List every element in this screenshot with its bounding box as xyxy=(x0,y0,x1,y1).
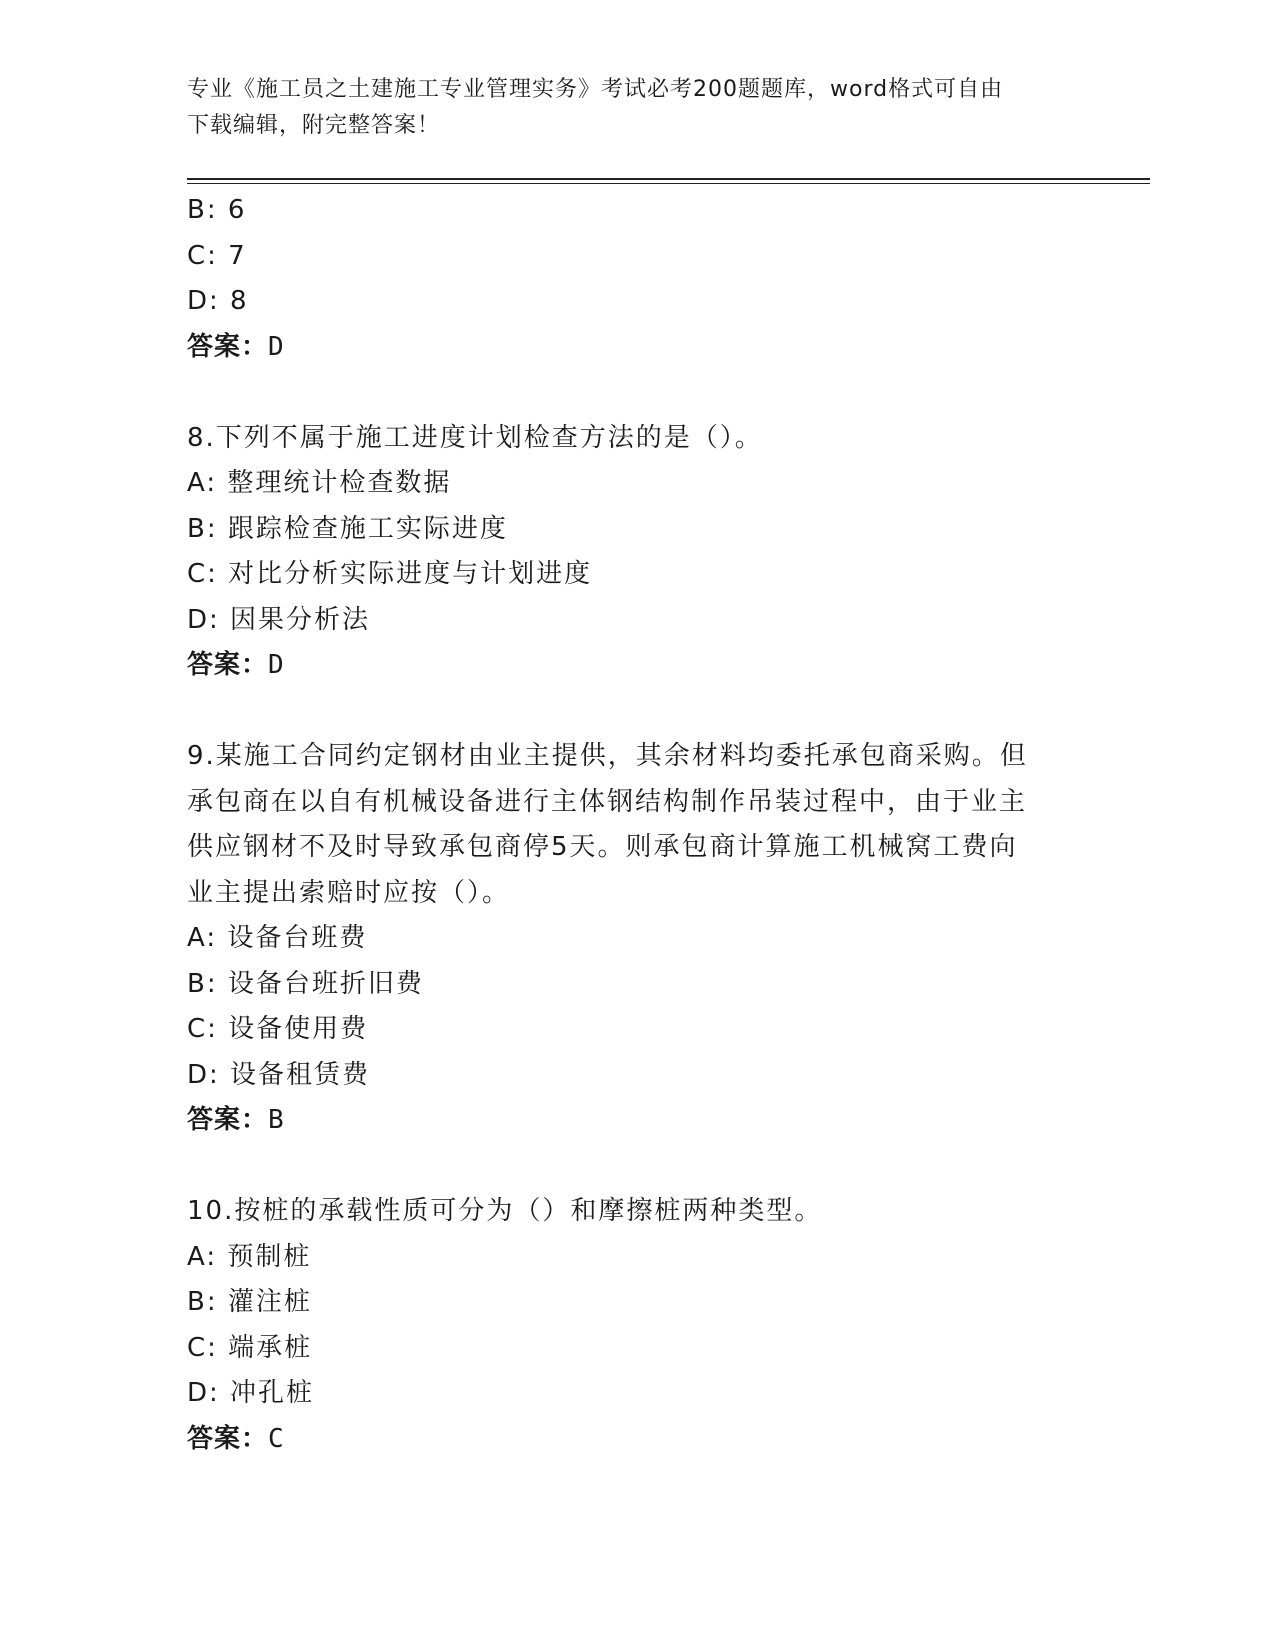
answer-label: 答案： xyxy=(187,1105,269,1135)
option-a: A: 预制桩 xyxy=(187,1241,312,1272)
option-b: B: 灌注桩 xyxy=(187,1287,312,1317)
header-divider-thin xyxy=(187,183,1150,184)
question-gap xyxy=(187,370,1067,416)
option-c: C: 对比分析实际进度与计划进度 xyxy=(187,559,593,589)
answer-label: 答案： xyxy=(187,650,269,680)
question-8 xyxy=(187,416,1067,689)
question-gap xyxy=(187,1144,1067,1190)
question-stem: 10.按桩的承载性质可分为（）和摩擦桩两种类型。 xyxy=(187,1196,823,1226)
question-stem-line-2: 承包商在以自有机械设备进行主体钢结构制作吊装过程中，由于业主 xyxy=(187,786,1028,817)
answer-value: D xyxy=(268,650,285,680)
answer-line xyxy=(187,325,1067,371)
question-stem-line-1: 9.某施工合同约定钢材由业主提供，其余材料均委托承包商采购。但 xyxy=(187,741,1028,771)
document-header xyxy=(187,72,1067,144)
question-stem: 8.下列不属于施工进度计划检查方法的是（）。 xyxy=(187,422,763,453)
question-stem-line-4: 业主提出索赔时应按（）。 xyxy=(187,877,511,908)
answer-line xyxy=(187,1098,1067,1144)
option-b: B: 6 xyxy=(187,195,247,225)
answer-label: 答案： xyxy=(187,331,269,362)
option-d: D: 因果分析法 xyxy=(187,604,371,635)
answer-value: B xyxy=(268,1105,285,1135)
answer-value: D xyxy=(268,331,285,362)
answer-value: C xyxy=(268,1423,285,1454)
option-c: C: 设备使用费 xyxy=(187,1014,369,1044)
question-gap xyxy=(187,689,1067,735)
option-b: B: 跟踪检查施工实际进度 xyxy=(187,513,508,544)
option-c: C: 7 xyxy=(187,240,247,271)
question-10 xyxy=(187,1189,1067,1462)
answer-line xyxy=(187,643,1067,689)
question-stem-line-3: 供应钢材不及时导致承包商停5天。则承包商计算施工机械窝工费向 xyxy=(187,832,1018,862)
option-c: C: 端承桩 xyxy=(187,1332,313,1363)
header-divider-thick xyxy=(187,178,1150,180)
question-list xyxy=(187,188,1067,1462)
question-7-partial xyxy=(187,188,1067,370)
option-d: D: 设备租赁费 xyxy=(187,1059,371,1090)
option-d: D: 8 xyxy=(187,286,249,316)
option-a: A: 设备台班费 xyxy=(187,923,368,953)
option-d: D: 冲孔桩 xyxy=(187,1378,315,1408)
answer-line xyxy=(187,1417,1067,1463)
answer-label: 答案： xyxy=(187,1423,269,1454)
option-b: B: 设备台班折旧费 xyxy=(187,968,424,999)
header-line-1: 专业《施工员之土建施工专业管理实务》考试必考200题题库，word格式可自由 xyxy=(187,77,1004,102)
option-a: A: 整理统计检查数据 xyxy=(187,468,452,498)
header-line-2: 下载编辑，附完整答案！ xyxy=(187,113,441,138)
question-9 xyxy=(187,734,1067,1144)
